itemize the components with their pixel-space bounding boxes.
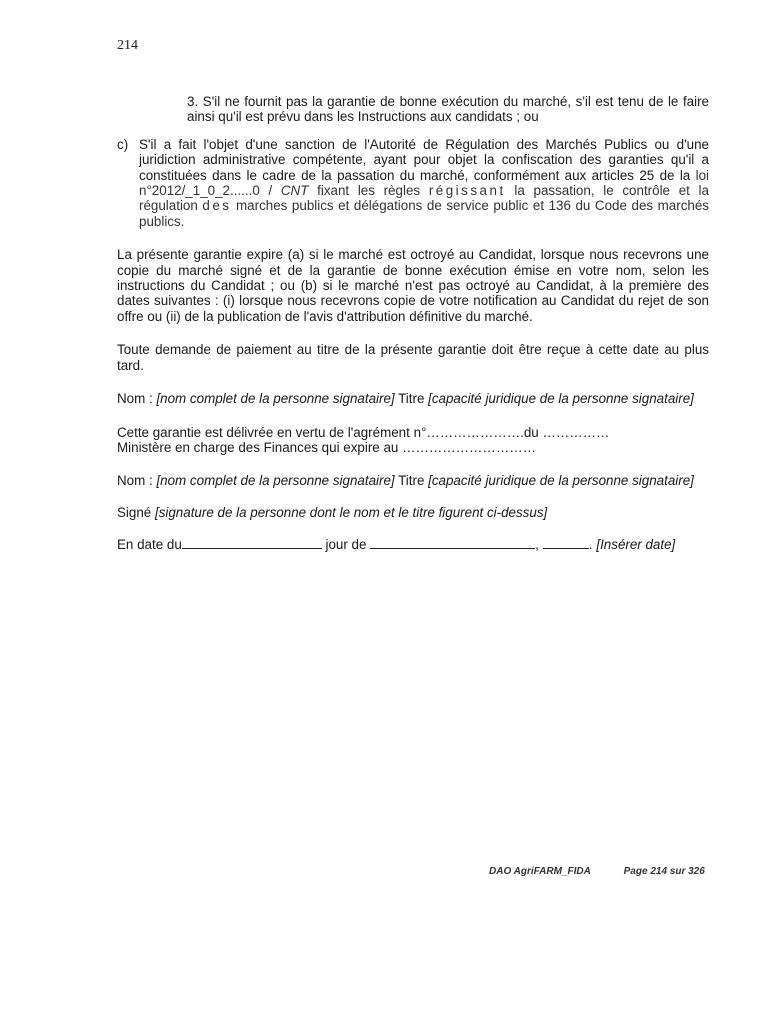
item-c-text — [139, 137, 709, 229]
footer — [489, 866, 705, 877]
jour-de-label: jour de — [321, 537, 371, 553]
en-date-label: En date du — [117, 537, 182, 553]
item-c-main: S'il a fait l'objet d'une sanction de l'Autorité de Régulation des Marchés Publics ou d'une juridiction administrative compétente, ayant pour objet la confiscation des garanties qu'il a constituées dans le cadre de la passation du marché, conformément aux articles 25 de la — [139, 136, 709, 183]
titre-placeholder: [capacité juridique de la personne signataire] — [428, 473, 694, 489]
footer-doc-ref: DAO AgriFARM_FIDA — [489, 866, 591, 877]
item-c-loi: loi n°2012/_1_0_2......0 / — [139, 167, 709, 199]
signe-label: Signé — [117, 504, 155, 520]
signatory-name-line-2 — [117, 473, 709, 488]
item-c-letter: c) — [117, 136, 129, 152]
agrement-text-1: Cette garantie est délivrée en vertu de l'agrément n°………………….du …………… — [117, 424, 610, 440]
page-number: 214 — [117, 38, 138, 53]
day-blank[interactable] — [182, 536, 322, 549]
footer-page-of: Page 214 sur 326 — [623, 866, 705, 877]
item-c-rest2: la passation, le contrôle et la régulation — [139, 183, 709, 214]
item-3: 3. S'il ne fournit pas la garantie de bonne exécution du marché, s'il est tenu de le faire ainsi qu'il est prévu dans les Instructions aux candidats ; ou — [187, 94, 709, 125]
nom-label: Nom : — [117, 473, 157, 489]
titre-placeholder: [capacité juridique de la personne signataire] — [428, 391, 694, 407]
item-c-des: des — [202, 198, 232, 214]
titre-label: Titre — [394, 473, 429, 489]
signature-line — [117, 505, 709, 520]
agrement-text-2: Ministère en charge des Finances qui expire au ………………………… — [117, 439, 536, 455]
titre-label: Titre — [394, 391, 429, 407]
item-c-rest3: marches publics et délégations de service public et 136 du Code des marchés publics. — [139, 198, 709, 229]
item-c-regissant: régissant — [428, 183, 506, 199]
date-line — [117, 536, 709, 552]
comma: , — [535, 537, 539, 553]
item-c — [117, 137, 709, 229]
item-c-rest1: fixant les règles — [308, 183, 429, 199]
nom-label: Nom : — [117, 391, 157, 407]
inserer-date-placeholder: [Insérer date] — [596, 537, 676, 553]
agrement-line — [117, 425, 709, 456]
paragraph-payment-demand: Toute demande de paiement au titre de la présente garantie doit être reçue à cette date au plus tard. — [117, 342, 709, 373]
period: . — [588, 537, 597, 553]
year-blank[interactable] — [543, 536, 589, 549]
signatory-name-line-1 — [117, 391, 709, 406]
month-blank[interactable] — [370, 536, 535, 549]
signe-placeholder: [signature de la personne dont le nom et le titre figurent ci-dessus] — [154, 504, 548, 520]
nom-placeholder: [nom complet de la personne signataire] — [156, 391, 395, 407]
nom-placeholder: [nom complet de la personne signataire] — [156, 473, 395, 489]
paragraph-expiry: La présente garantie expire (a) si le marché est octroyé au Candidat, lorsque nous recevrons une copie du marché signé et de la garantie de bonne exécution émise en votre nom, selon les instructions du Candidat ; ou (b) si le marché n'est pas octroyé au Candidat, à la première des dates suivantes : (i) lorsque nous recevrons copie de votre notification au Candidat du rejet de son offre ou (ii) de la publication de l'avis d'attribution définitive du marché. — [117, 247, 709, 324]
document-body — [117, 94, 709, 553]
item-c-cnt: CNT — [280, 183, 309, 199]
